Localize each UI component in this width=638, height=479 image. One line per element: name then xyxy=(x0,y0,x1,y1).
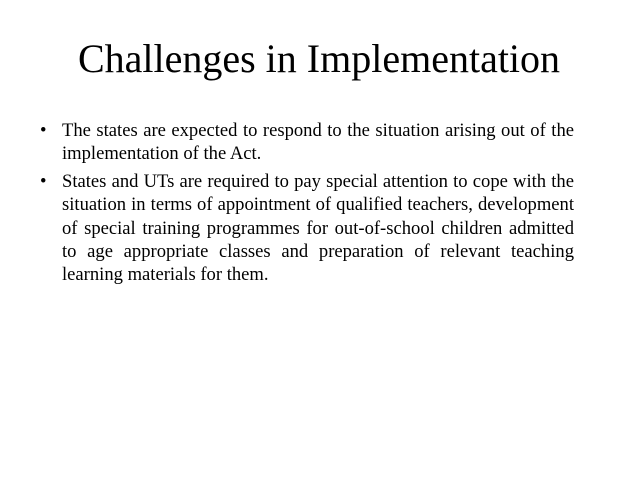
bullet-item xyxy=(40,119,574,166)
bullet-list xyxy=(40,119,574,291)
bullet-text: States and UTs are required to pay special attention to cope with the situation in terms of appointment of qualified teachers, development of special training programmes for out-of-school children admitted to age appropriate classes and preparation of relevant teaching learning materials for them. xyxy=(62,170,574,286)
bullet-item xyxy=(40,170,574,287)
bullet-marker: • xyxy=(40,170,47,192)
bullet-marker: • xyxy=(40,120,47,141)
bullet-text: The states are expected to respond to the situation arising out of the implementation of the Act. xyxy=(62,120,574,165)
slide-title: Challenges in Implementation xyxy=(77,36,561,81)
